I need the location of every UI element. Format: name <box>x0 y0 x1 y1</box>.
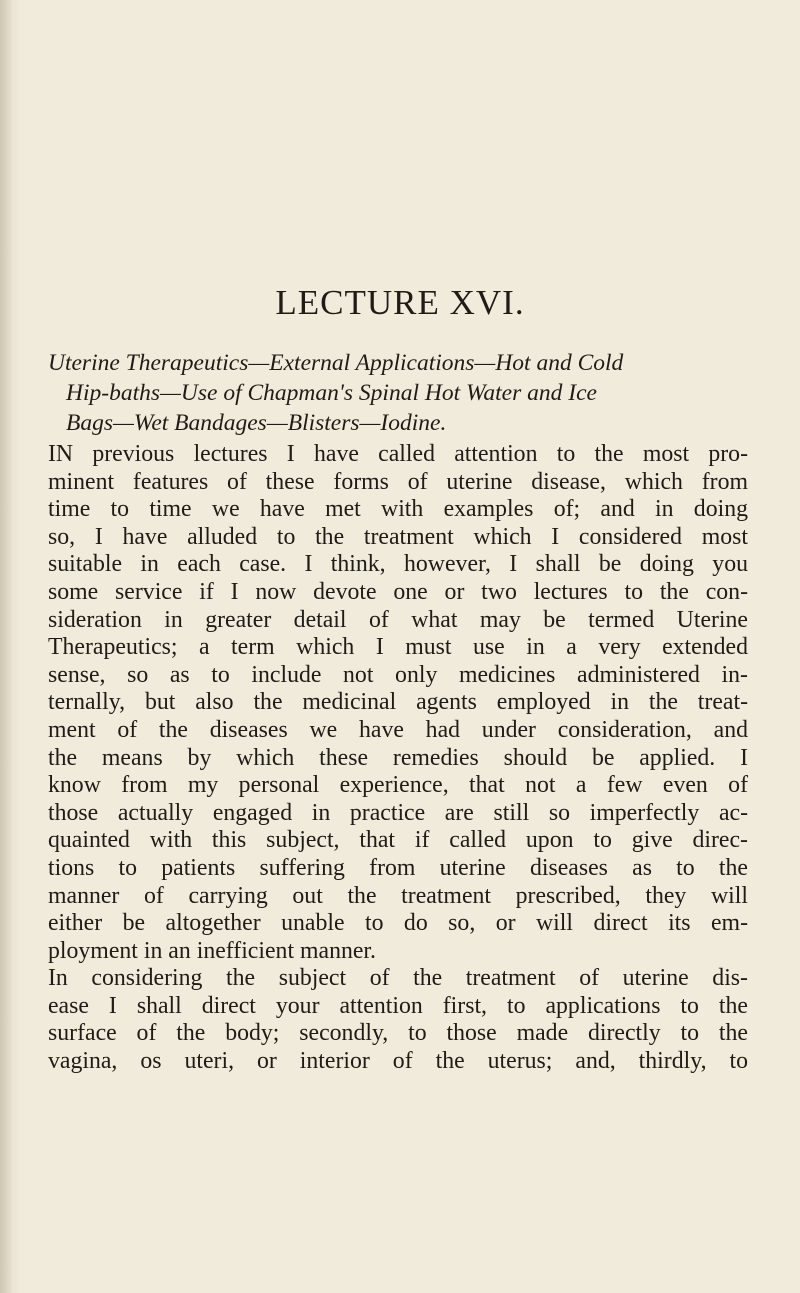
summary-line: Bags—Wet Bandages—Blisters—Iodine. <box>66 410 447 436</box>
body-text <box>48 441 748 1076</box>
lecture-summary <box>48 348 746 438</box>
body-line: those actually engaged in practice are still so imperfectly ac- <box>48 799 748 826</box>
body-line: the means by which these remedies should be applied. I <box>48 744 748 771</box>
summary-line: Uterine Therapeutics—External Applications—Hot and Cold <box>48 350 624 376</box>
body-line: sense, so as to include not only medicines administered in- <box>48 661 748 688</box>
body-line: tions to patients suffering from uterine diseases as to the <box>48 854 748 881</box>
body-line: surface of the body; secondly, to those made directly to the <box>48 1020 748 1047</box>
body-line: minent features of these forms of uterine disease, which from <box>48 468 748 495</box>
summary-line: Hip-baths—Use of Chapman's Spinal Hot Water and Ice <box>66 380 597 406</box>
body-line: ment of the diseases we have had under consideration, and <box>48 716 748 743</box>
body-line: ease I shall direct your attention first, to applications to the <box>48 992 748 1019</box>
body-line: quainted with this subject, that if called upon to give direc- <box>48 827 748 854</box>
body-line: IN previous lectures I have called attention to the most pro- <box>48 441 748 467</box>
body-line: suitable in each case. I think, however, I shall be doing you <box>48 551 748 578</box>
body-line: Therapeutics; a term which I must use in a very extended <box>48 634 748 661</box>
body-line: ployment in an inefficient manner. <box>48 937 376 964</box>
body-line: some service if I now devote one or two lectures to the con- <box>48 578 748 605</box>
body-line: either be altogether unable to do so, or will direct its em- <box>48 910 748 937</box>
body-line: time to time we have met with examples of; and in doing <box>48 496 748 523</box>
lecture-title: LECTURE XVI. <box>275 283 525 322</box>
body-line: sideration in greater detail of what may be termed Uterine <box>48 606 748 633</box>
body-line: know from my personal experience, that not a few even of <box>48 772 748 799</box>
body-line: manner of carrying out the treatment prescribed, they will <box>48 882 748 909</box>
body-line: In considering the subject of the treatment of uterine dis- <box>48 965 748 992</box>
body-line: ternally, but also the medicinal agents employed in the treat- <box>48 689 748 716</box>
body-line: so, I have alluded to the treatment which I considered most <box>48 523 748 550</box>
body-line: vagina, os uteri, or interior of the uterus; and, thirdly, to <box>48 1048 748 1075</box>
